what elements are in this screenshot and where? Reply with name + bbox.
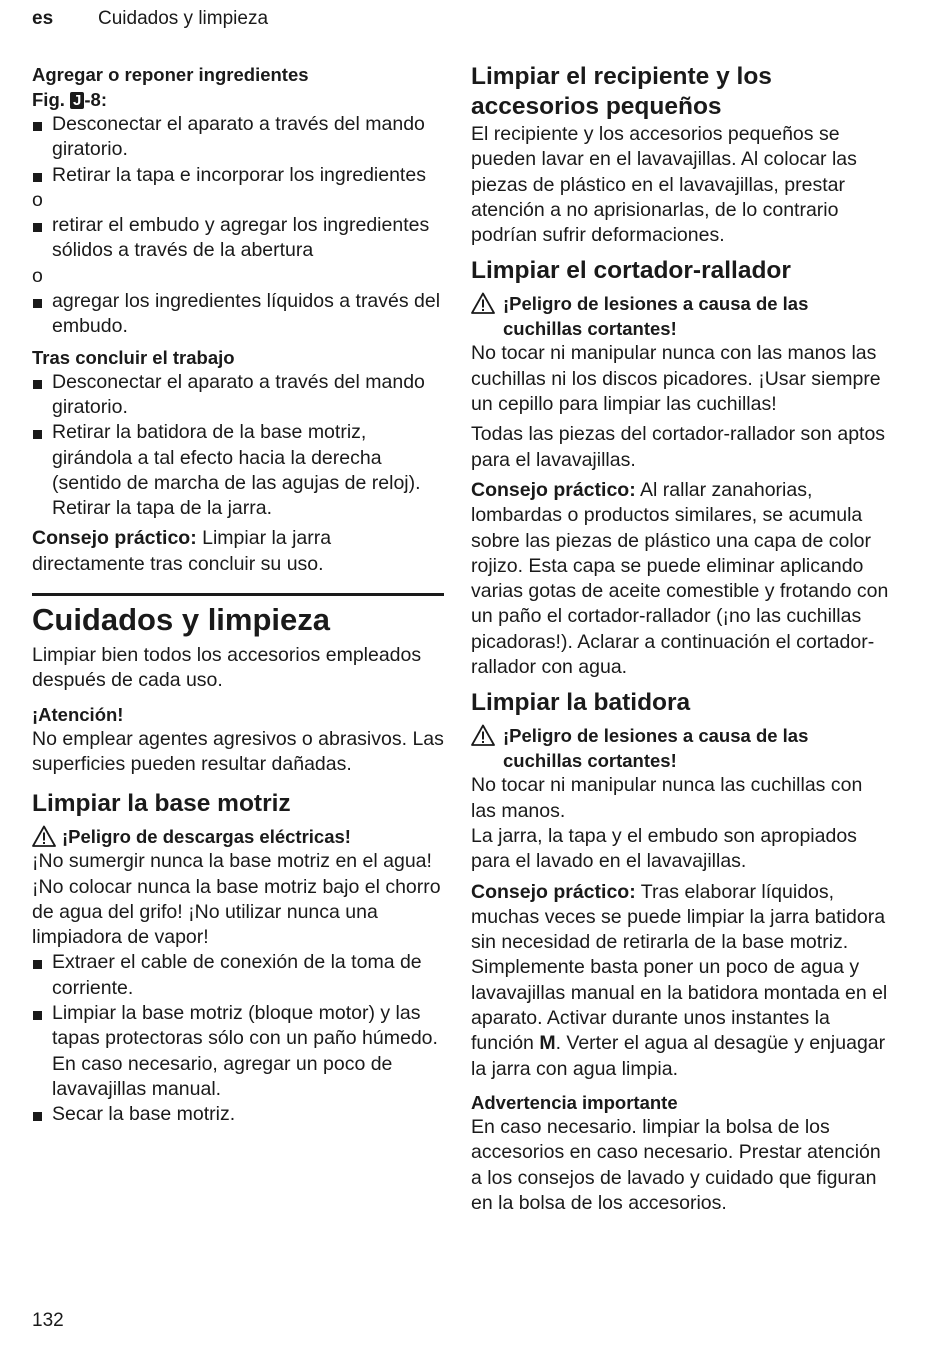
tip-text: Tras elaborar líquidos, muchas veces se puede limpiar la jarra batidora sin necesidad de retirarla de la base motriz. Simplemente basta poner un poco de agua y lavavajillas manual en la batidora montada en el aparato. Activar durante unos instantes la función bbox=[471, 880, 888, 1055]
add-ingredients-heading: Agregar o reponer ingredientes bbox=[32, 64, 309, 85]
right-column bbox=[471, 62, 891, 1216]
figure-prefix: Fig. bbox=[32, 89, 71, 110]
tip-text-end: . Verter el agua al desagüe y enjuagar la jarra con agua limpia. bbox=[471, 1032, 886, 1080]
warning-text: ¡Peligro de lesiones a causa de las cuchillas cortantes! bbox=[503, 725, 809, 772]
important-notice-heading: Advertencia importante bbox=[471, 1091, 678, 1113]
left-column bbox=[32, 62, 444, 1128]
tip-label: Consejo práctico: bbox=[32, 527, 197, 550]
warning-triangle-icon bbox=[32, 825, 56, 847]
or-separator: o bbox=[32, 264, 43, 287]
tip-label: Consejo práctico: bbox=[471, 478, 636, 501]
list-item: Extraer el cable de conexión de la toma de corriente. bbox=[32, 950, 444, 1001]
cutting-blade-warning bbox=[471, 291, 891, 341]
cutter-text-1: No tocar ni manipular nunca con las manos las cuchillas ni los discos picadores. ¡Usar siempre un cepillo para limpiar las cuchillas! bbox=[471, 342, 881, 416]
tip-label: Consejo práctico: bbox=[471, 880, 636, 903]
warning-triangle-icon bbox=[471, 292, 495, 314]
list-item: agregar los ingredientes líquidos a través del embudo. bbox=[32, 289, 444, 340]
figure-letter-badge: J bbox=[70, 92, 84, 109]
electric-shock-warning bbox=[32, 824, 444, 849]
function-key-label: M bbox=[539, 1032, 556, 1055]
warning-text: ¡Peligro de descargas eléctricas! bbox=[62, 826, 351, 848]
container-cleaning-text: El recipiente y los accesorios pequeños se pueden lavar en el lavavajillas. Al colocar las piezas de plástico en el lavavajillas, prestar atención a no aprisionarlas, de lo contrario podrían sufrir deformaciones. bbox=[471, 123, 857, 247]
attention-heading: ¡Atención! bbox=[32, 703, 124, 725]
list-item: Desconectar el aparato a través del mando giratorio. bbox=[32, 112, 444, 163]
care-intro-text: Limpiar bien todos los accesorios empleados después de cada uso. bbox=[32, 644, 422, 692]
list-item: Retirar la batidora de la base motriz, girándola a tal efecto hacia la derecha (sentido de marcha de las agujas de reloj). Retirar la tapa de la jarra. bbox=[32, 420, 444, 521]
section-title: Cuidados y limpieza bbox=[32, 602, 331, 638]
blender-text-2: La jarra, la tapa y el embudo son apropiados para el lavado en el lavavajillas. bbox=[471, 824, 857, 873]
list-item: retirar el embudo y agregar los ingredientes sólidos a través de la abertura bbox=[32, 213, 444, 264]
after-work-list bbox=[32, 370, 444, 522]
or-separator: o bbox=[32, 188, 43, 211]
cutter-practical-tip bbox=[471, 478, 891, 680]
blender-cleaning-heading: Limpiar la batidora bbox=[471, 689, 691, 717]
list-item: Retirar la tapa e incorporar los ingredientes bbox=[32, 163, 444, 188]
add-ingredients-list-liquid bbox=[32, 289, 444, 340]
after-work-heading: Tras concluir el trabajo bbox=[32, 346, 235, 368]
add-ingredients-list-alt bbox=[32, 213, 444, 264]
warning-triangle-icon bbox=[471, 724, 495, 746]
list-item: Desconectar el aparato a través del mando giratorio. bbox=[32, 370, 444, 421]
practical-tip bbox=[32, 526, 444, 577]
section-divider bbox=[32, 593, 444, 596]
important-notice-text: En caso necesario. limpiar la bolsa de los accesorios en caso necesario. Prestar atención a los consejos de lavado y cuidado que figuran en la bolsa de los accesorios. bbox=[471, 1115, 881, 1214]
blender-blade-warning bbox=[471, 723, 891, 773]
page-number: 132 bbox=[32, 1310, 64, 1331]
cutter-cleaning-heading: Limpiar el cortador-rallador bbox=[471, 257, 791, 285]
base-cleaning-list bbox=[32, 950, 444, 1127]
blender-practical-tip bbox=[471, 880, 891, 1082]
figure-suffix: -8: bbox=[84, 89, 107, 110]
warning-text: ¡Peligro de lesiones a causa de las cuchillas cortantes! bbox=[503, 293, 809, 340]
base-cleaning-heading: Limpiar la base motriz bbox=[32, 790, 291, 818]
list-item: Secar la base motriz. bbox=[32, 1102, 444, 1127]
list-item: Limpiar la base motriz (bloque motor) y las tapas protectoras sólo con un paño húmedo. En caso necesario, agregar un poco de lavavajillas manual. bbox=[32, 1001, 444, 1102]
tip-text: Limpiar la jarra directamente tras concluir su uso. bbox=[32, 527, 332, 575]
attention-text: No emplear agentes agresivos o abrasivos. Las superficies pueden resultar dañadas. bbox=[32, 727, 444, 775]
tip-text: Al rallar zanahorias, lombardas o productos similares, se acumula sobre las piezas de plástico una capa de color rojizo. Esta capa se puede eliminar aplicando varias gotas de aceite comestible y frotando con un paño el cortador-rallador (¡no las cuchillas picadoras!). Aclarar a continuación el cortador-rallador con agua. bbox=[471, 478, 889, 679]
blender-text-1: No tocar ni manipular nunca las cuchillas con las manos. bbox=[471, 774, 863, 822]
language-code: es bbox=[32, 8, 54, 29]
figure-reference bbox=[32, 87, 444, 112]
add-ingredients-list bbox=[32, 112, 444, 188]
container-cleaning-heading: Limpiar el recipiente y los accesorios pequeños bbox=[471, 63, 772, 120]
running-header-title: Cuidados y limpieza bbox=[98, 8, 269, 29]
cutter-text-2: Todas las piezas del cortador-rallador son aptos para el lavavajillas. bbox=[471, 423, 886, 471]
base-warning-text: ¡No sumergir nunca la base motriz en el agua! ¡No colocar nunca la base motriz bajo el chorro de agua del grifo! ¡No utilizar nunca una limpiadora de vapor! bbox=[32, 850, 441, 949]
